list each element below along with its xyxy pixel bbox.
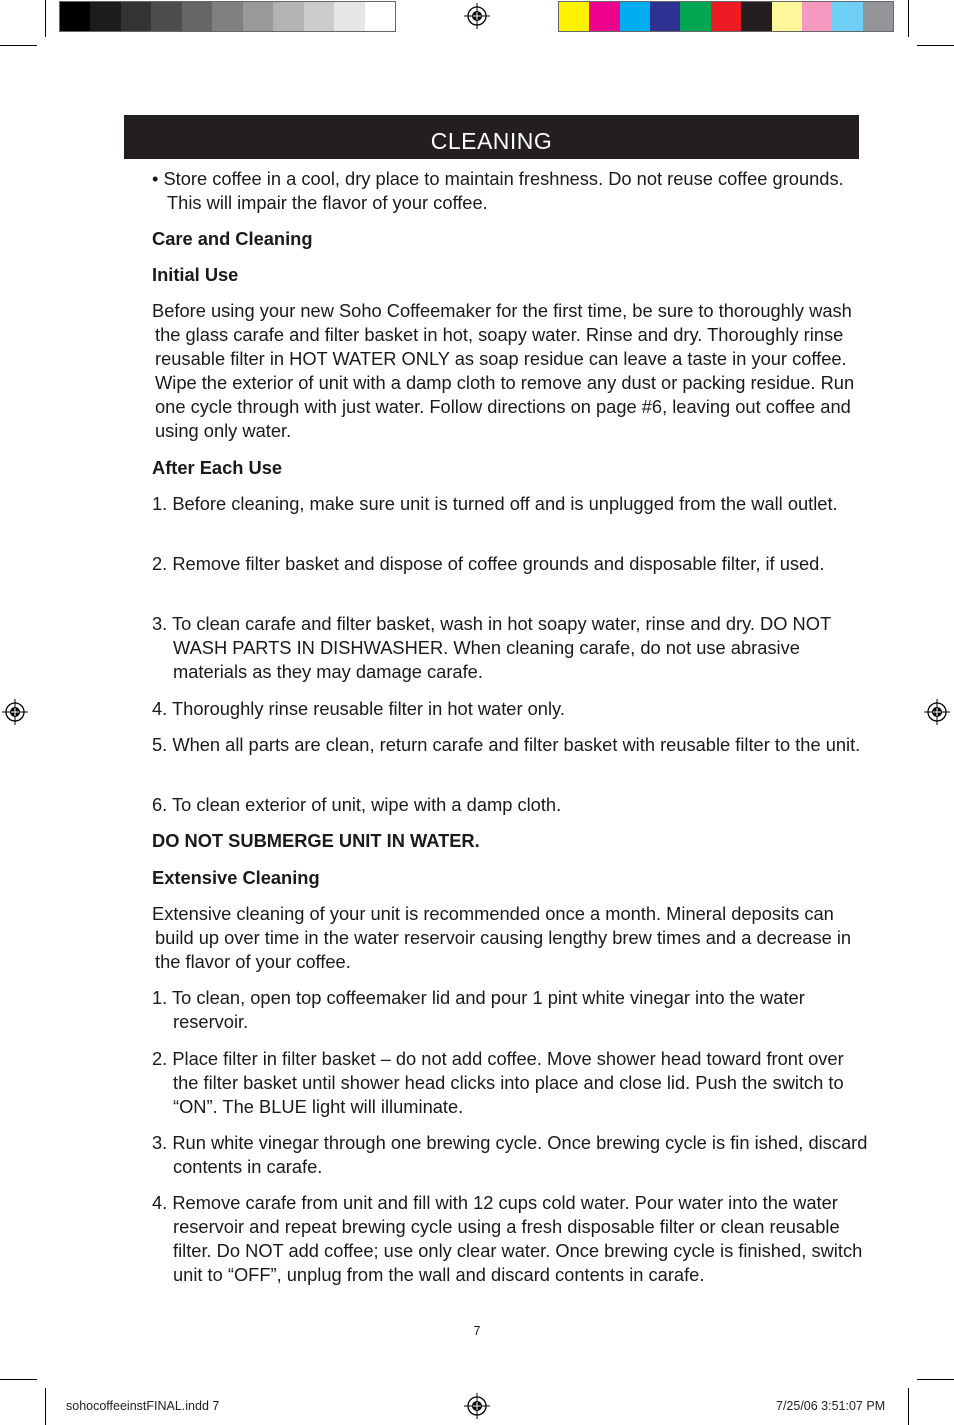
list-item: 3. Run white vinegar through one brewing cycle. Once brewing cycle is fin ished, discard contents in carafe. xyxy=(152,1132,868,1177)
list-item: 1. Before cleaning, make sure unit is turned off and is unplugged from the wall outlet. xyxy=(152,493,838,514)
color-swatch xyxy=(650,2,680,31)
color-swatch xyxy=(741,2,771,31)
color-swatch xyxy=(680,2,710,31)
color-swatch xyxy=(863,2,893,31)
crop-mark xyxy=(45,1388,46,1425)
color-swatch xyxy=(243,2,273,31)
color-swatch xyxy=(60,2,90,31)
list-item: 4. Thoroughly rinse reusable filter in hot water only. xyxy=(152,698,565,719)
color-swatch xyxy=(212,2,242,31)
submerge-warning: DO NOT SUBMERGE UNIT IN WATER. xyxy=(152,830,480,851)
color-swatch xyxy=(182,2,212,31)
list-item: 3. To clean carafe and filter basket, wash in hot soapy water, rinse and dry. DO NOT WASH PARTS IN DISHWASHER. When cleaning carafe, do not use abrasive materials as they may damage carafe. xyxy=(152,613,831,682)
initial-use-heading: Initial Use xyxy=(152,264,239,285)
color-swatch xyxy=(90,2,120,31)
list-item: 6. To clean exterior of unit, wipe with a damp cloth. xyxy=(152,794,562,815)
color-swatch xyxy=(832,2,862,31)
crop-mark xyxy=(908,1388,909,1425)
registration-mark-icon xyxy=(464,3,490,29)
footer-filename: sohocoffeeinstFINAL.indd 7 xyxy=(66,1399,220,1413)
registration-mark-icon xyxy=(924,699,950,725)
initial-use-text: Before using your new Soho Coffeemaker for the first time, be sure to thoroughly wash the glass carafe and filter basket in hot, soapy water. Rinse and dry. Thoroughly rinse reusable filter in HOT WATER ONLY as soap residue can leave a taste in your coffee. Wipe the exterior of unit with a damp cloth to remove any dust or packing residue. Run one cycle through with just water. Follow directions on page #6, leaving out coffee and using only water. xyxy=(152,300,855,441)
color-swatch xyxy=(151,2,181,31)
color-swatch xyxy=(802,2,832,31)
crop-mark xyxy=(0,45,37,46)
color-swatch xyxy=(559,2,589,31)
process-color-bar xyxy=(558,1,894,32)
storage-tip: • Store coffee in a cool, dry place to maintain freshness. Do not reuse coffee grounds. This will impair the flavor of your coffee. xyxy=(152,168,844,213)
list-item: 2. Remove filter basket and dispose of coffee grounds and disposable filter, if used. xyxy=(152,553,825,574)
registration-mark-icon xyxy=(2,699,28,725)
registration-mark-icon xyxy=(464,1393,490,1419)
after-each-use-heading: After Each Use xyxy=(152,457,283,478)
list-item: 1. To clean, open top coffeemaker lid and pour 1 pint white vinegar into the water reservoir. xyxy=(152,987,805,1032)
crop-mark xyxy=(908,0,909,37)
color-swatch xyxy=(620,2,650,31)
color-swatch xyxy=(772,2,802,31)
extensive-cleaning-intro: Extensive cleaning of your unit is recommended once a month. Mineral deposits can build up over time in the water reservoir causing lengthy brew times and a decrease in the flavor of your coffee. xyxy=(152,903,852,972)
care-heading: Care and Cleaning xyxy=(152,228,313,249)
page-number: 7 xyxy=(473,1324,481,1338)
crop-mark xyxy=(917,1379,954,1380)
color-swatch xyxy=(304,2,334,31)
crop-mark xyxy=(0,1379,37,1380)
color-swatch xyxy=(589,2,619,31)
crop-mark xyxy=(917,45,954,46)
footer-timestamp: 7/25/06 3:51:07 PM xyxy=(776,1399,886,1413)
list-item: 2. Place filter in filter basket – do not add coffee. Move shower head toward front over the filter basket until shower head clicks into place and close lid. Push the switch to “ON”. The BLUE light will illuminate. xyxy=(152,1048,844,1117)
color-swatch xyxy=(334,2,364,31)
color-swatch xyxy=(121,2,151,31)
list-item: 5. When all parts are clean, return carafe and filter basket with reusable filter to the unit. xyxy=(152,734,861,755)
section-title-bar xyxy=(124,115,859,159)
section-title: CLEANING xyxy=(430,128,553,154)
color-swatch xyxy=(273,2,303,31)
grayscale-color-bar xyxy=(59,1,396,32)
crop-mark xyxy=(45,0,46,37)
list-item: 4. Remove carafe from unit and fill with 12 cups cold water. Pour water into the water reservoir and repeat brewing cycle using a fresh disposable filter or clean reusable filter. Do NOT add coffee; use only clear water. Once brewing cycle is finished, switch unit to “OFF”, unplug from the wall and discard contents in carafe. xyxy=(152,1192,863,1285)
color-swatch xyxy=(711,2,741,31)
color-swatch xyxy=(365,2,395,31)
extensive-cleaning-heading: Extensive Cleaning xyxy=(152,867,320,888)
